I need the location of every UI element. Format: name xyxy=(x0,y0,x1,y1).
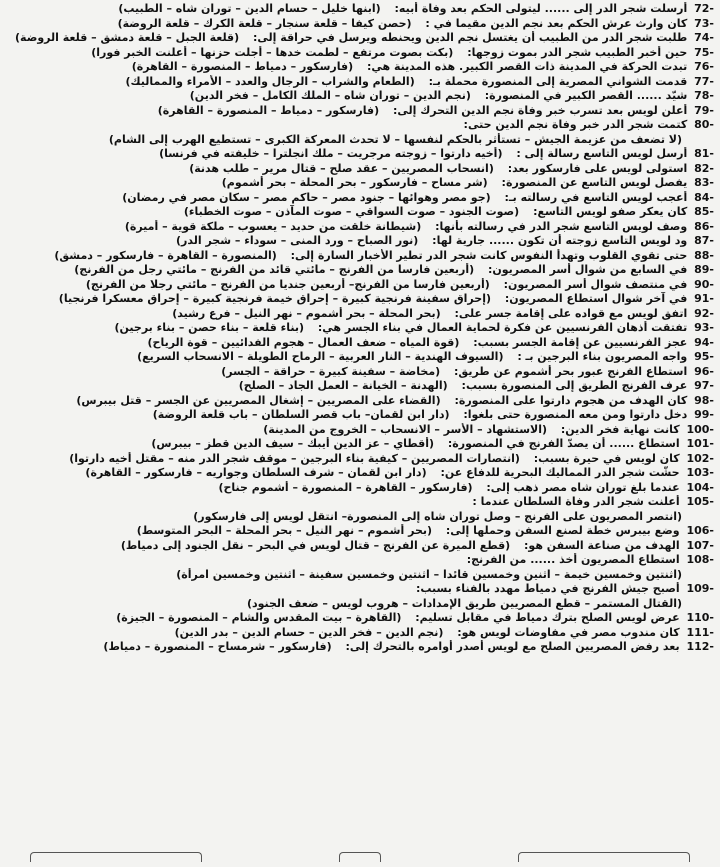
question-item xyxy=(6,350,714,365)
question-number: 82- xyxy=(694,161,714,175)
question-text: بعد رفض المصريين الصلح مع لويس أصدر أوامره بالتحرك إلى: xyxy=(345,640,680,653)
question-item xyxy=(6,205,714,220)
question-number: 89- xyxy=(694,263,714,276)
answer-options: (دار ابن لقمان– باب قصر السلطان – باب قلعة الروضة) xyxy=(152,408,450,421)
question-item xyxy=(6,321,714,336)
question-item xyxy=(6,191,714,206)
question-item xyxy=(6,553,714,568)
question-text: أرسلت شجر الدر إلى ...... ليتولى الحكم بعد وفاة أبيه: xyxy=(394,2,688,15)
question-text: وصف لويس التاسع شجر الدر في رسالته بأنها: xyxy=(435,219,688,233)
answer-options: (بناء قلعة – بناء حصن – بناء برجين) xyxy=(114,321,305,334)
question-item xyxy=(6,118,714,133)
question-item xyxy=(6,278,714,293)
question-text: أعجب لويس التاسع في رسالته بـ: xyxy=(504,190,688,204)
question-number: 108- xyxy=(686,553,714,566)
question-number: 91- xyxy=(694,292,714,305)
question-number: 100- xyxy=(686,422,714,436)
question-item xyxy=(6,365,714,380)
question-number: 112- xyxy=(686,640,714,653)
question-item xyxy=(6,481,714,496)
answer-options: (جو مصر وهوائها – جنود مصر – حاكم مصر – سكان مصر في رمضان) xyxy=(122,190,491,204)
question-item xyxy=(6,147,714,162)
footer-box-middle xyxy=(339,852,381,862)
question-number: 84- xyxy=(694,190,714,204)
question-number: 80- xyxy=(694,118,714,131)
answer-options: (حصن كيفا – قلعة سنجار – قلعة الكرك – قلعة الروضة) xyxy=(117,16,412,30)
answer-options: (بحر أشموم – نهر النيل – بحر المحلة – البحر المتوسط) xyxy=(136,524,433,537)
answer-options: (إحراق سفينة فرنجية كبيرة – إحراق خيمة فرنجية كبيرة – إحراق معسكرا فرنجيا) xyxy=(58,292,491,305)
question-text: في السابع من شوال أسر المصريون: xyxy=(487,263,688,276)
question-text: حشّت شجر الدر المماليك البحرية للدفاع عن: xyxy=(440,466,680,479)
question-number: 111- xyxy=(686,625,714,639)
question-item xyxy=(6,75,714,90)
answer-options: (الطعام والشراب – الرجال والعدد – الأمراء والمماليك) xyxy=(125,74,415,88)
question-item xyxy=(6,539,714,554)
answer-options: (نجم الدين – توران شاه – الملك الكامل – فخر الدين) xyxy=(189,89,471,102)
answer-options-line xyxy=(6,597,714,612)
question-text: حين أخبر الطبيب شجر الدر بموت زوجها: xyxy=(467,45,688,59)
question-text: تفتقت أذهان الفرنسيين عن فكرة لحماية العمال في بناء الجسر هي: xyxy=(317,321,688,334)
question-item xyxy=(6,2,714,17)
answer-options: (انتصارات المصريين – كيفية بناء البرجين – موقف شجر الدر منه – مقتل أخيه دارتوا) xyxy=(69,451,520,465)
question-item xyxy=(6,104,714,119)
question-item xyxy=(6,408,714,423)
question-text: كان وارث عرش الحكم بعد نجم الدين مقيما في : xyxy=(425,16,688,30)
answer-options: (شر مساح – فارسكور – بحر المحلة – بحر أشموم) xyxy=(221,176,488,189)
question-text: أعلنت شجر الدر وفاة السلطان عندما : xyxy=(472,495,680,508)
question-text: يفصل لويس التاسع عن المنصورة: xyxy=(501,176,688,189)
answer-options: (أربعين فارسا من الفرنج – مائتي قائد من الفرنج – مائتي رجل من الفرنج) xyxy=(74,263,475,276)
question-item xyxy=(6,234,714,249)
question-number: 94- xyxy=(694,335,714,349)
question-number: 110- xyxy=(686,611,714,624)
question-item xyxy=(6,611,714,626)
question-item xyxy=(6,89,714,104)
question-number: 86- xyxy=(694,219,714,233)
question-item xyxy=(6,220,714,235)
question-number: 93- xyxy=(694,321,714,334)
question-item xyxy=(6,336,714,351)
answer-options: (صوت الجنود – صوت السواقي – صوت المآذن – صوت الخطباء) xyxy=(183,205,520,218)
answer-options: (انسحاب المصريين – عقد صلح – قتال مرير – طلب هدنة) xyxy=(189,161,494,175)
question-text: عندما بلغ توران شاه مصر ذهب إلى: xyxy=(486,480,680,494)
question-item xyxy=(6,176,714,191)
question-text: أصبح جيش الفرنج في دمياط مهدد بالفناء بسبب: xyxy=(416,582,680,595)
question-number: 73- xyxy=(694,16,714,30)
question-text: كان يعكر صفو لويس التاسع: xyxy=(533,205,688,218)
answer-options: (فارسكور – القاهرة – المنصورة – أشموم جناح) xyxy=(218,480,473,494)
answer-options: (أقطاي – عز الدين أيبك – سيف الدين قطز – بيبرس) xyxy=(151,437,435,450)
question-number: 83- xyxy=(694,176,714,189)
question-text: استولى لويس على فارسكور بعد: xyxy=(507,161,688,175)
answer-options: (المنصورة – القاهرة – فارسكور – دمشق) xyxy=(54,248,277,262)
footer-box-right xyxy=(30,852,202,862)
question-number: 85- xyxy=(694,205,714,218)
question-number: 99- xyxy=(694,408,714,421)
question-text: كان لويس في حيرة بسبب: xyxy=(533,451,680,465)
question-text: شيّد ...... القصر الكبير في المنصورة: xyxy=(484,89,688,102)
question-text: عرض لويس الصلح بترك دمياط في مقابل تسليم: xyxy=(415,611,680,624)
question-number: 98- xyxy=(694,393,714,407)
question-item xyxy=(6,452,714,467)
answer-options: (انتصر المصريون على الفرنج – وصل توران شاه إلى المنصورة– انتقل لويس إلى فارسكور) xyxy=(193,509,682,523)
question-number: 72- xyxy=(694,2,714,15)
answer-options: (ابنها خليل – حسام الدين – توران شاه – الطبيب) xyxy=(118,2,381,15)
question-item xyxy=(6,466,714,481)
quiz-page xyxy=(6,2,714,862)
question-number: 103- xyxy=(686,466,714,479)
answer-options: (أخيه دارتوا – زوجته مرجريت – ملك انجلترا – خليفته في فرنسا) xyxy=(159,147,503,160)
question-number: 105- xyxy=(686,495,714,508)
footer-boxes xyxy=(6,852,714,861)
question-item xyxy=(6,31,714,46)
question-text: أرسل لويس التاسع رسالة إلى : xyxy=(516,147,688,160)
question-number: 109- xyxy=(686,582,714,595)
answer-options-line xyxy=(6,133,714,148)
question-number: 96- xyxy=(694,364,714,378)
question-number: 90- xyxy=(694,277,714,291)
answer-options: (القاهرة – بيت المقدس والشام – المنصورة – الجيزة) xyxy=(116,611,402,624)
answer-options: (القضاء على المصريين – إشغال المصريين عن الجسر – قتل بيبرس) xyxy=(76,393,441,407)
question-text: في آخر شوال استطاع المصريون: xyxy=(504,292,688,305)
answer-options: (بحر المحلة – بحر أشموم – نهر النيل – فرع رشيد) xyxy=(172,306,441,320)
question-item xyxy=(6,582,714,597)
question-item xyxy=(6,307,714,322)
question-number: 88- xyxy=(694,248,714,262)
question-text: دخل دارتوا ومن معه المنصورة حتى بلغوا: xyxy=(463,408,688,421)
question-number: 81- xyxy=(694,147,714,160)
question-item xyxy=(6,626,714,641)
question-text: طلبت شجر الدر من الطبيب أن يغتسل نجم الدين ويحنطه ويرسل في حراقة إلى: xyxy=(253,31,688,44)
answer-options: (الهدنة – الخيانة – العمل الجاد – الصلح) xyxy=(238,379,448,392)
question-number: 106- xyxy=(686,524,714,537)
question-item xyxy=(6,263,714,278)
question-number: 75- xyxy=(694,45,714,59)
question-text: كانت نهاية فخر الدين: xyxy=(560,422,680,436)
question-text: استطاع الفرنج عبور بحر أشموم عن طريق: xyxy=(454,364,688,378)
question-number: 87- xyxy=(694,234,714,247)
question-item xyxy=(6,379,714,394)
question-item xyxy=(6,495,714,510)
question-text: عجز الفرنسيين عن إقامة الجسر بسبب: xyxy=(473,335,688,349)
question-item xyxy=(6,394,714,409)
question-item xyxy=(6,292,714,307)
question-text: استطاع المصريون أخذ ...... من الفرنج: xyxy=(466,553,680,566)
question-text: عرف الفرنج الطريق إلى المنصورة بسبب: xyxy=(461,379,688,392)
question-number: 107- xyxy=(686,538,714,552)
question-number: 104- xyxy=(686,480,714,494)
footer-box-left xyxy=(518,852,690,862)
question-number: 74- xyxy=(694,31,714,44)
question-number: 95- xyxy=(694,350,714,363)
answer-options: (الاستشهاد – الأسر – الانسحاب – الخروج من المدينة) xyxy=(263,422,547,436)
answer-options: (نجم الدين – فخر الدين – حسام الدين – بدر الدين) xyxy=(174,625,444,639)
answer-options: (القتال المستمر – قطع المصريين طريق الإمدادات – هروب لويس – ضعف الجنود) xyxy=(246,596,682,610)
question-number: 76- xyxy=(694,60,714,73)
question-text: في منتصف شوال أسر المصريون: xyxy=(503,277,688,291)
question-item xyxy=(6,60,714,75)
answer-options: (دار ابن لقمان – شرف السلطان وجواريه – فارسكور – القاهرة) xyxy=(85,466,427,479)
question-item xyxy=(6,162,714,177)
answer-options: (فارسكور – دمياط – المنصورة – القاهرة) xyxy=(131,60,354,73)
question-item xyxy=(6,524,714,539)
question-number: 97- xyxy=(694,379,714,392)
question-number: 101- xyxy=(686,437,714,450)
answer-options-line xyxy=(6,568,714,583)
question-text: ود لويس التاسع زوجته أن تكون ...... جارية لها: xyxy=(432,234,688,247)
answer-options: (لا تضعف من عزيمة الجيش – تستأثر بالحكم لنفسها – لا تحدث المعركة الكبرى – تستطيع الهرب إلى الشام) xyxy=(108,132,682,146)
question-number: 102- xyxy=(686,451,714,465)
question-item xyxy=(6,423,714,438)
question-text: تبدت الحركة في المدينة ذات القصر الكبير. هذه المدينة هي: xyxy=(366,60,688,73)
question-text: حتى تقوي القلوب وتهدأ النفوس كانت شجر الدر تطير الأخبار السارة إلى: xyxy=(290,248,688,262)
question-text: كتمت شجر الدر خبر وفاة نجم الدين حتى: xyxy=(463,118,688,131)
answer-options: (فارسكور – شرمساح – المنصورة – دمياط) xyxy=(103,640,332,653)
question-text: واجه المصريون بناء البرجين بـ : xyxy=(517,350,688,363)
question-item xyxy=(6,249,714,264)
question-number: 79- xyxy=(694,103,714,117)
question-item xyxy=(6,437,714,452)
question-text: أعلن لويس بعد تسرب خبر وفاة نجم الدين التحرك إلى: xyxy=(392,103,688,117)
question-text: وضع بيبرس خطة لصنع السفن وحملها إلى: xyxy=(445,524,680,537)
question-text: اتفق لويس مع قواده على إقامة جسر على: xyxy=(454,306,688,320)
question-text: كان الهدف من هجوم دارتوا على المنصورة: xyxy=(454,393,688,407)
question-text: كان مندوب مصر في مفاوضات لويس هو: xyxy=(457,625,680,639)
answer-options: (نور الصباح – ورد المنى – سوداء – شجر الدر) xyxy=(176,234,419,247)
answer-options-line xyxy=(6,510,714,525)
question-number: 77- xyxy=(694,74,714,88)
answer-options: (قوة المياه – ضعف العمال – هجوم الفدائيين – قوة الرياح) xyxy=(147,335,460,349)
answer-options: (شيطانة خلقت من حديد – يعسوب – ملكة قوية – أميرة) xyxy=(124,219,422,233)
question-item xyxy=(6,640,714,655)
question-list xyxy=(6,2,714,655)
answer-options: (بكت بصوت مرتفع – لطمت خدها – أجلت حزنها – أعلنت الخبر فورا) xyxy=(91,45,454,59)
question-text: قدمت الشواني المصرية إلى المنصورة محملة بـ: xyxy=(428,74,688,88)
question-text: استطاع ...... أن يصدّ الفرنج في المنصورة: xyxy=(447,437,680,450)
answer-options: (أربعين فارسا من الفرنج– أربعين جنديا من الفرنج – مائتي رجلا من الفرنج) xyxy=(85,277,490,291)
answer-options: (السيوف الهندية – النار العربية – الرماح الطويلة – الانسحاب السريع) xyxy=(137,350,504,363)
answer-options: (اثنتين وخمسين خيمة – اثنين وخمسين قائدا – اثنتين وخمسين سفينة – اثنتين وخمسين امرأة) xyxy=(176,567,682,581)
question-item xyxy=(6,46,714,61)
question-number: 78- xyxy=(694,89,714,102)
question-text: الهدف من صناعة السفن هو: xyxy=(524,538,680,552)
answer-options: (قلعة الجبل – قلعة دمشق – قلعة الروضة) xyxy=(15,31,240,44)
question-item xyxy=(6,17,714,32)
answer-options: (قطع الميرة عن الفرنج – قتال لويس في البحر – نقل الجنود إلى دمياط) xyxy=(120,538,511,552)
answer-options: (فارسكور – دمياط – المنصورة – القاهرة) xyxy=(157,103,380,117)
answer-options: (مخاضة – سفينة كبيرة – حراقة – الجسر) xyxy=(221,364,441,378)
question-number: 92- xyxy=(694,306,714,320)
